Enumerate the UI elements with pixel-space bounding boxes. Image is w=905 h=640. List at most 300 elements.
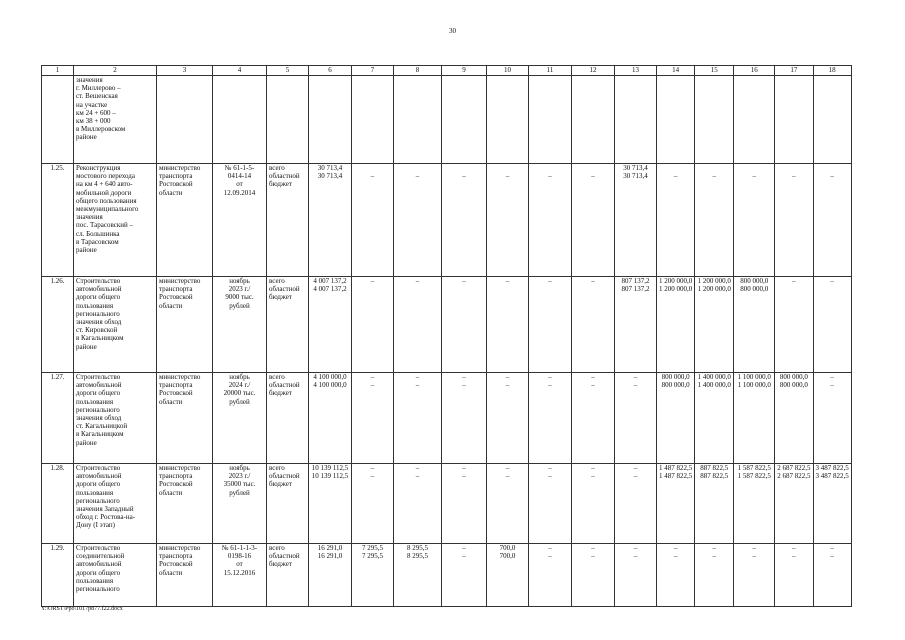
- cell-line: областной: [269, 552, 300, 561]
- cell-line: всего: [269, 464, 285, 472]
- amount-cell: [734, 373, 775, 464]
- amount-value: –: [370, 277, 375, 285]
- amount-value: [816, 76, 849, 84]
- funding-source: [267, 464, 309, 544]
- funding-source: [267, 373, 309, 464]
- amount-cell: [309, 464, 352, 544]
- amount-value: –: [752, 552, 756, 561]
- column-number: 15: [695, 66, 734, 76]
- table-row: [42, 544, 852, 607]
- amount-value: –: [462, 472, 466, 481]
- cell-line: рублей: [229, 488, 250, 497]
- amount-cell: [529, 277, 572, 373]
- cell-line: г. Миллерово –: [76, 84, 121, 93]
- amount-value: –: [548, 373, 552, 381]
- column-number: 9: [442, 66, 487, 76]
- amount-cell: [572, 164, 615, 277]
- object-name: [74, 544, 157, 607]
- amount-cell: [695, 164, 734, 277]
- amount-cell: [695, 373, 734, 464]
- page-number: 30: [449, 27, 456, 35]
- amount-cell: [442, 544, 487, 607]
- column-number-row: [42, 66, 852, 76]
- amount-cell: [442, 76, 487, 164]
- cell-line: регионального: [76, 309, 120, 318]
- amount-cell: [352, 277, 394, 373]
- amount-cell: [734, 277, 775, 373]
- amount-value: –: [830, 172, 834, 181]
- cell-line: 0198-16: [227, 552, 252, 561]
- amount-value: [736, 76, 772, 84]
- cell-line: министерство: [159, 373, 201, 381]
- amount-value: [697, 164, 731, 172]
- document-details: [213, 464, 267, 544]
- cell-line: ст. Кировской: [76, 326, 118, 335]
- column-number: 8: [394, 66, 442, 76]
- amount-cell: [615, 544, 657, 607]
- column-number: 16: [734, 66, 775, 76]
- amount-value: 800 000,0: [740, 285, 769, 294]
- funding-source: [267, 277, 309, 373]
- amount-cell: [394, 464, 442, 544]
- amount-cell: [394, 373, 442, 464]
- amount-value: 1 100 000,0: [737, 381, 771, 390]
- cell-line: в Кагальницком: [76, 334, 124, 343]
- amount-cell: [775, 464, 813, 544]
- cell-line: на км 4 + 640 авто-: [76, 180, 133, 189]
- amount-value: –: [462, 373, 466, 381]
- amount-value: –: [633, 373, 638, 381]
- amount-value: 8 295,5: [407, 552, 428, 561]
- amount-cell: [309, 164, 352, 277]
- amount-cell: [394, 76, 442, 164]
- amount-value: 800 000,0: [661, 381, 690, 390]
- amount-value: –: [633, 552, 638, 561]
- amount-value: –: [633, 464, 638, 472]
- amount-value: 4 100 000,0: [313, 373, 347, 381]
- item-number: 1.28.: [42, 464, 74, 544]
- funding-source: [267, 76, 309, 164]
- amount-value: 1 487 822,5: [659, 472, 693, 481]
- cell-line: значения: [76, 76, 103, 84]
- amount-value: 2 687 822,5: [777, 472, 811, 481]
- cell-line: значения Западный: [76, 505, 134, 514]
- amount-value: [574, 76, 612, 84]
- cell-line: в Миллеровском: [76, 125, 126, 134]
- amount-value: –: [415, 464, 420, 472]
- cell-line: Строительство: [76, 277, 121, 285]
- amount-cell: [442, 464, 487, 544]
- amount-cell: [487, 76, 529, 164]
- amount-value: [531, 164, 569, 172]
- cell-line: сл. Большинка: [76, 229, 120, 238]
- item-number: 1.27.: [42, 373, 74, 464]
- cell-line: области: [159, 397, 183, 406]
- cell-line: дороги общего: [76, 568, 121, 577]
- cell-line: области: [159, 188, 183, 197]
- cell-line: 35000 тыс.: [223, 480, 256, 489]
- cell-line: Ростовской: [159, 293, 193, 302]
- object-name: [74, 277, 157, 373]
- amount-value: –: [591, 172, 595, 181]
- cell-line: Строительство: [76, 464, 121, 472]
- item-number: 1.25.: [42, 164, 74, 277]
- cell-line: всего: [269, 544, 285, 552]
- cell-line: ноябрь: [229, 277, 250, 285]
- amount-cell: [813, 464, 851, 544]
- cell-line: № 61-1-1-3-: [221, 544, 258, 552]
- cell-line: министерство: [159, 164, 201, 172]
- cell-line: ноябрь: [229, 464, 250, 472]
- cell-line: области: [159, 568, 183, 577]
- cell-line: дороги общего: [76, 480, 121, 489]
- amount-value: 1 487 822,5: [659, 464, 693, 472]
- amount-cell: [529, 76, 572, 164]
- cell-line: министерство: [159, 464, 201, 472]
- amount-value: –: [415, 277, 420, 285]
- cell-line: пользования: [76, 397, 114, 406]
- amount-value: –: [548, 544, 552, 552]
- cell-line: всего: [269, 164, 285, 172]
- cell-line: бюджет: [269, 480, 292, 489]
- amount-cell: [813, 277, 851, 373]
- cell-line: области: [159, 301, 183, 310]
- column-number: 1: [42, 66, 74, 76]
- amount-value: –: [830, 277, 834, 285]
- cell-line: районе: [76, 342, 97, 351]
- cell-line: Ростовской: [159, 480, 193, 489]
- cell-line: автомобильной: [76, 560, 122, 569]
- amount-value: –: [830, 373, 834, 381]
- column-number: 10: [487, 66, 529, 76]
- document-details: [213, 544, 267, 607]
- cell-line: значения обход: [76, 414, 122, 423]
- amount-value: [489, 285, 526, 293]
- object-name: [74, 76, 157, 164]
- amount-value: –: [548, 472, 552, 481]
- amount-cell: [657, 373, 695, 464]
- amount-cell: [695, 464, 734, 544]
- cell-line: Реконструкция: [76, 164, 121, 172]
- amount-value: –: [548, 381, 552, 390]
- amount-value: 4 007 137,2: [313, 277, 347, 285]
- amount-value: –: [792, 172, 796, 181]
- cell-line: мобильной дороги: [76, 188, 132, 197]
- cell-line: общего пользования: [76, 196, 137, 205]
- amount-cell: [572, 464, 615, 544]
- amount-cell: [615, 76, 657, 164]
- amount-cell: [487, 277, 529, 373]
- amount-value: 2 687 822,5: [777, 464, 811, 472]
- cell-line: Ростовской: [159, 180, 193, 189]
- amount-cell: [695, 544, 734, 607]
- amount-value: [574, 285, 612, 293]
- column-number: 4: [213, 66, 267, 76]
- item-number: 1.26.: [42, 277, 74, 373]
- cell-line: министерство: [159, 277, 201, 285]
- amount-value: –: [370, 472, 375, 481]
- cell-line: рублей: [229, 301, 250, 310]
- amount-value: 800 000,0: [779, 381, 808, 390]
- cell-line: автомобильной: [76, 381, 122, 390]
- cell-line: № 61-1-5-: [224, 164, 255, 172]
- amount-value: 16 291,0: [317, 544, 343, 552]
- amount-value: –: [370, 464, 375, 472]
- table-row: [42, 164, 852, 277]
- amount-value: –: [415, 373, 420, 381]
- amount-value: 3 487 822,5: [815, 472, 849, 481]
- cell-line: транспорта: [159, 285, 193, 294]
- amount-value: 800 000,0: [661, 373, 690, 381]
- amount-value: –: [752, 544, 756, 552]
- amount-cell: [394, 164, 442, 277]
- amount-value: –: [462, 277, 466, 285]
- amount-value: [531, 285, 569, 293]
- amount-value: –: [462, 552, 466, 561]
- amount-cell: [309, 277, 352, 373]
- document-details: [213, 76, 267, 164]
- object-name: [74, 164, 157, 277]
- cell-line: от: [236, 180, 243, 189]
- cell-line: км 24 + 600 –: [76, 108, 116, 117]
- amount-cell: [813, 164, 851, 277]
- cell-line: значения: [76, 213, 103, 222]
- file-path-footer: Y:\ORST\Ppo\1017p877.f22.docx: [41, 606, 123, 612]
- amount-value: 3 487 822,5: [815, 464, 849, 472]
- amount-cell: [615, 164, 657, 277]
- cell-line: министерство: [159, 544, 201, 552]
- amount-value: [736, 164, 772, 172]
- cell-line: Ростовской: [159, 560, 193, 569]
- amount-value: –: [673, 172, 678, 181]
- responsible-executor: [157, 277, 213, 373]
- amount-cell: [657, 464, 695, 544]
- amount-cell: [529, 544, 572, 607]
- amount-value: –: [415, 381, 420, 390]
- amount-value: 30 713,4: [623, 164, 648, 172]
- amount-value: –: [462, 544, 466, 552]
- cell-line: регионального: [76, 496, 120, 505]
- amount-cell: [734, 464, 775, 544]
- column-number: 14: [657, 66, 695, 76]
- amount-value: –: [591, 552, 595, 561]
- amount-value: [444, 164, 484, 172]
- cell-line: 2024 г./: [228, 381, 251, 390]
- cell-line: пользования: [76, 488, 114, 497]
- amount-value: –: [712, 552, 716, 561]
- amount-value: 807 137,2: [621, 285, 650, 294]
- amount-value: –: [370, 172, 375, 181]
- amount-value: –: [548, 277, 552, 285]
- amount-cell: [572, 277, 615, 373]
- amount-cell: [734, 76, 775, 164]
- cell-line: от: [236, 560, 243, 569]
- cell-line: районе: [76, 133, 97, 142]
- amount-cell: [352, 544, 394, 607]
- amount-value: 800 000,0: [779, 373, 808, 381]
- cell-line: соединительной: [76, 552, 125, 561]
- cell-line: в Кагальницком: [76, 430, 124, 439]
- amount-value: 4 007 137,2: [313, 285, 347, 294]
- amount-value: [354, 285, 391, 293]
- amount-value: 887 822,5: [700, 472, 729, 481]
- cell-line: значения обход: [76, 318, 122, 327]
- amount-value: –: [633, 544, 638, 552]
- cell-line: 15.12.2016: [223, 568, 256, 577]
- item-number: 1.29.: [42, 544, 74, 607]
- amount-value: –: [591, 472, 595, 481]
- amount-value: –: [712, 544, 716, 552]
- cell-line: бюджет: [269, 293, 292, 302]
- amount-cell: [572, 76, 615, 164]
- amount-value: 1 200 000,0: [659, 277, 693, 285]
- amount-value: –: [712, 172, 716, 181]
- funding-source: [267, 164, 309, 277]
- amount-value: [777, 285, 810, 293]
- cell-line: автомобильной: [76, 472, 122, 481]
- cell-line: транспорта: [159, 472, 193, 481]
- amount-value: 700,0: [499, 552, 516, 561]
- amount-cell: [775, 164, 813, 277]
- amount-value: –: [462, 381, 466, 390]
- amount-value: 10 139 112,5: [311, 464, 349, 472]
- amount-cell: [529, 464, 572, 544]
- amount-cell: [615, 373, 657, 464]
- cell-line: Ростовской: [159, 389, 193, 398]
- amount-value: [777, 164, 810, 172]
- amount-cell: [734, 164, 775, 277]
- amount-value: 1 200 000,0: [697, 277, 731, 285]
- amount-cell: [529, 164, 572, 277]
- table-row: [42, 373, 852, 464]
- amount-value: [354, 76, 391, 84]
- cell-line: ноябрь: [229, 373, 250, 381]
- program-table: [41, 65, 852, 607]
- column-number: 7: [352, 66, 394, 76]
- amount-cell: [442, 373, 487, 464]
- amount-value: 800 000,0: [740, 277, 769, 285]
- amount-cell: [734, 544, 775, 607]
- column-number: 12: [572, 66, 615, 76]
- cell-line: мостового перехода: [76, 172, 135, 181]
- amount-value: –: [415, 172, 420, 181]
- column-number: 6: [309, 66, 352, 76]
- cell-line: Строительство: [76, 373, 121, 381]
- cell-line: пользования: [76, 576, 114, 585]
- amount-value: –: [830, 381, 834, 390]
- cell-line: 2023 г./: [228, 285, 251, 294]
- funding-source: [267, 544, 309, 607]
- column-number: 2: [74, 66, 157, 76]
- amount-value: –: [370, 381, 375, 390]
- amount-value: –: [591, 373, 595, 381]
- cell-line: 12.09.2014: [223, 188, 256, 197]
- amount-value: 1 400 000,0: [697, 373, 731, 381]
- amount-value: [777, 76, 810, 84]
- amount-value: –: [792, 277, 796, 285]
- amount-value: –: [505, 381, 510, 390]
- amount-cell: [615, 277, 657, 373]
- amount-value: 887 822,5: [700, 464, 729, 472]
- amount-cell: [352, 373, 394, 464]
- amount-value: 7 295,5: [362, 544, 383, 552]
- cell-line: регионального: [76, 585, 120, 594]
- cell-line: Строительство: [76, 544, 121, 552]
- amount-cell: [572, 373, 615, 464]
- amount-value: 1 400 000,0: [697, 381, 731, 390]
- amount-cell: [657, 544, 695, 607]
- amount-value: [444, 285, 484, 293]
- amount-value: 1 100 000,0: [737, 373, 771, 381]
- responsible-executor: [157, 76, 213, 164]
- amount-cell: [657, 164, 695, 277]
- amount-value: [659, 164, 692, 172]
- cell-line: транспорта: [159, 381, 193, 390]
- amount-cell: [352, 164, 394, 277]
- amount-value: [489, 76, 526, 84]
- amount-value: –: [505, 277, 510, 285]
- amount-value: 1 587 822,5: [737, 464, 771, 472]
- responsible-executor: [157, 544, 213, 607]
- amount-cell: [352, 464, 394, 544]
- amount-value: [396, 285, 439, 293]
- amount-value: [396, 76, 439, 84]
- cell-line: областной: [269, 381, 300, 390]
- cell-line: районе: [76, 438, 97, 447]
- amount-value: [354, 164, 391, 172]
- amount-value: –: [548, 552, 552, 561]
- column-number: 13: [615, 66, 657, 76]
- amount-value: –: [505, 472, 510, 481]
- cell-line: в Тарасовском: [76, 237, 119, 246]
- amount-value: 700,0: [499, 544, 516, 552]
- amount-value: –: [548, 172, 552, 181]
- column-number: 3: [157, 66, 213, 76]
- cell-line: рублей: [229, 397, 250, 406]
- cell-line: ст. Кагальницкой: [76, 422, 128, 431]
- document-details: [213, 277, 267, 373]
- cell-line: Дону (I этап): [76, 521, 115, 530]
- amount-cell: [615, 464, 657, 544]
- amount-value: –: [673, 544, 678, 552]
- table-row: [42, 277, 852, 373]
- amount-value: [489, 164, 526, 172]
- cell-line: транспорта: [159, 172, 193, 181]
- column-number: 17: [775, 66, 813, 76]
- object-name: [74, 464, 157, 544]
- cell-line: всего: [269, 277, 285, 285]
- cell-line: бюджет: [269, 389, 292, 398]
- cell-line: на участке: [76, 100, 108, 109]
- amount-value: –: [830, 544, 834, 552]
- responsible-executor: [157, 464, 213, 544]
- cell-line: 20000 тыс.: [223, 389, 256, 398]
- amount-value: 10 139 112,5: [311, 472, 349, 481]
- amount-cell: [813, 76, 851, 164]
- amount-cell: [394, 544, 442, 607]
- column-number: 18: [813, 66, 851, 76]
- amount-value: 807 137,2: [621, 277, 650, 285]
- amount-value: [816, 285, 849, 293]
- amount-value: 30 713,4: [623, 172, 648, 181]
- amount-value: [531, 76, 569, 84]
- amount-cell: [775, 277, 813, 373]
- amount-value: –: [505, 373, 510, 381]
- amount-cell: [813, 373, 851, 464]
- amount-value: –: [591, 544, 595, 552]
- cell-line: пользования: [76, 301, 114, 310]
- amount-value: [444, 76, 484, 84]
